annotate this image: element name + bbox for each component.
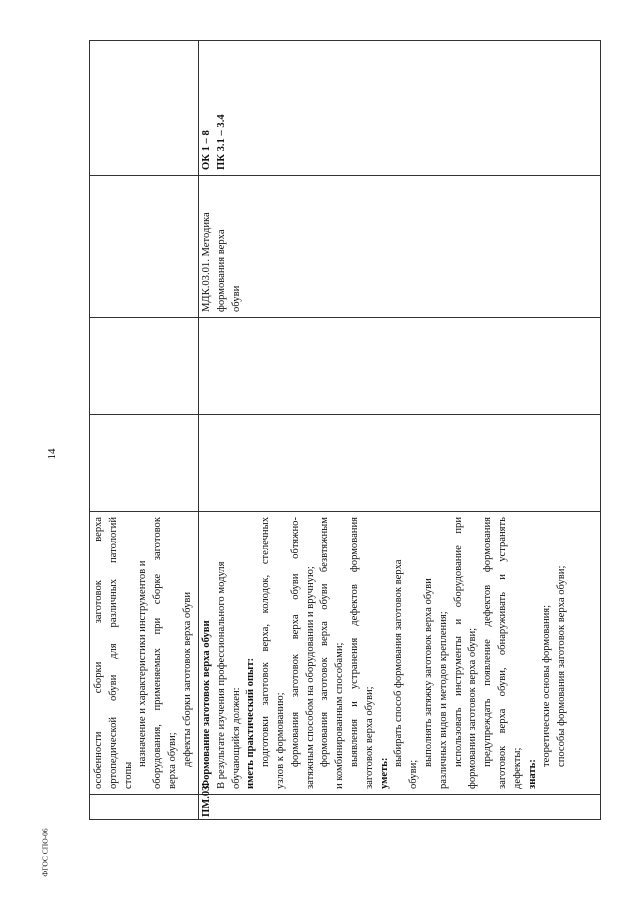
course-line: обуви <box>230 285 242 312</box>
competency-line: ОК 1 – 8 <box>201 130 212 170</box>
practice-line: узлов к формованию; <box>274 692 286 789</box>
practice-line: подготовки заготовок верха, колодок, стелечных <box>260 517 272 767</box>
text-line: оборудования, применяемых при сборке заготовок <box>152 517 164 789</box>
skills-line: дефекты; <box>511 747 523 789</box>
skills-title: уметь: <box>378 757 390 789</box>
page-number: 14 <box>46 448 58 460</box>
hours-cell-empty <box>90 414 198 511</box>
content-cell-pm03 <box>199 511 600 794</box>
rotated-table <box>89 40 601 820</box>
practice-line: затяжным способом на оборудовании и вручную; <box>304 566 316 789</box>
text-line: стопы <box>122 761 134 789</box>
hours-cell <box>199 414 600 511</box>
course-cell <box>199 175 600 317</box>
skills-line: различных видов и методов крепления; <box>437 611 449 789</box>
practice-line: и комбинированным способами; <box>334 642 346 789</box>
skills-line: использовать инструменты и оборудование при <box>452 517 464 767</box>
module-code: ПМ.03 <box>199 794 600 819</box>
module-heading: Формование заготовок верха обуви <box>201 620 212 789</box>
intro-line: обучающийся должен: <box>230 687 242 789</box>
text-line: дефекты сборки заготовок верха обуви <box>181 591 193 767</box>
knowledge-line: способы формования заготовок верха обуви; <box>556 565 568 767</box>
competency-line: ПК 3.1 – 3.4 <box>215 114 227 170</box>
course-cell-empty <box>90 175 198 317</box>
practice-line: формования заготовок верха обуви обтяжно- <box>289 517 301 767</box>
text-line: верха обуви; <box>166 732 178 789</box>
text-line: особенности сборки заготовок верха <box>93 517 104 789</box>
practice-line: заготовок верха обуви; <box>363 686 375 789</box>
practice-line: выявления и устранения дефектов формования <box>348 517 360 767</box>
course-line: МДК.03.01. Методика <box>201 212 212 312</box>
footer-label: ФГОС СПО-06 <box>40 828 50 877</box>
practice-title: иметь практический опыт: <box>245 657 257 789</box>
skills-line: заготовок верха обуви, обнаруживать и устранять <box>496 517 508 789</box>
text-line: назначение и характеристики инструментов и <box>137 560 149 767</box>
content-cell-continued <box>90 511 198 794</box>
skills-line: обуви; <box>408 759 420 789</box>
table-row-pm03 <box>198 40 601 820</box>
course-line: формования верха <box>215 229 227 312</box>
hours-cell-2 <box>199 317 600 414</box>
code-cell-empty <box>90 794 198 819</box>
text-line: ортопедической обуви для различных патологий <box>107 517 119 789</box>
skills-line: предупреждать появление дефектов формования <box>482 517 494 767</box>
skills-line: выполнять затяжку заготовок верха обуви <box>422 578 434 767</box>
knowledge-title: знать: <box>526 759 538 789</box>
knowledge-line: теоретические основы формования; <box>541 604 553 767</box>
hours-cell-empty-2 <box>90 317 198 414</box>
competency-cell-empty <box>90 39 198 175</box>
skills-line: выбирать способ формования заготовок верха <box>393 559 405 767</box>
practice-line: формования заготовок верха обуви безвтяжным <box>319 517 331 767</box>
competency-cell <box>199 39 600 175</box>
skills-line: формовании заготовок верха обуви; <box>467 627 479 789</box>
intro-line: В результате изучения профессионального модуля <box>215 561 227 789</box>
table-row-continued <box>89 40 199 820</box>
